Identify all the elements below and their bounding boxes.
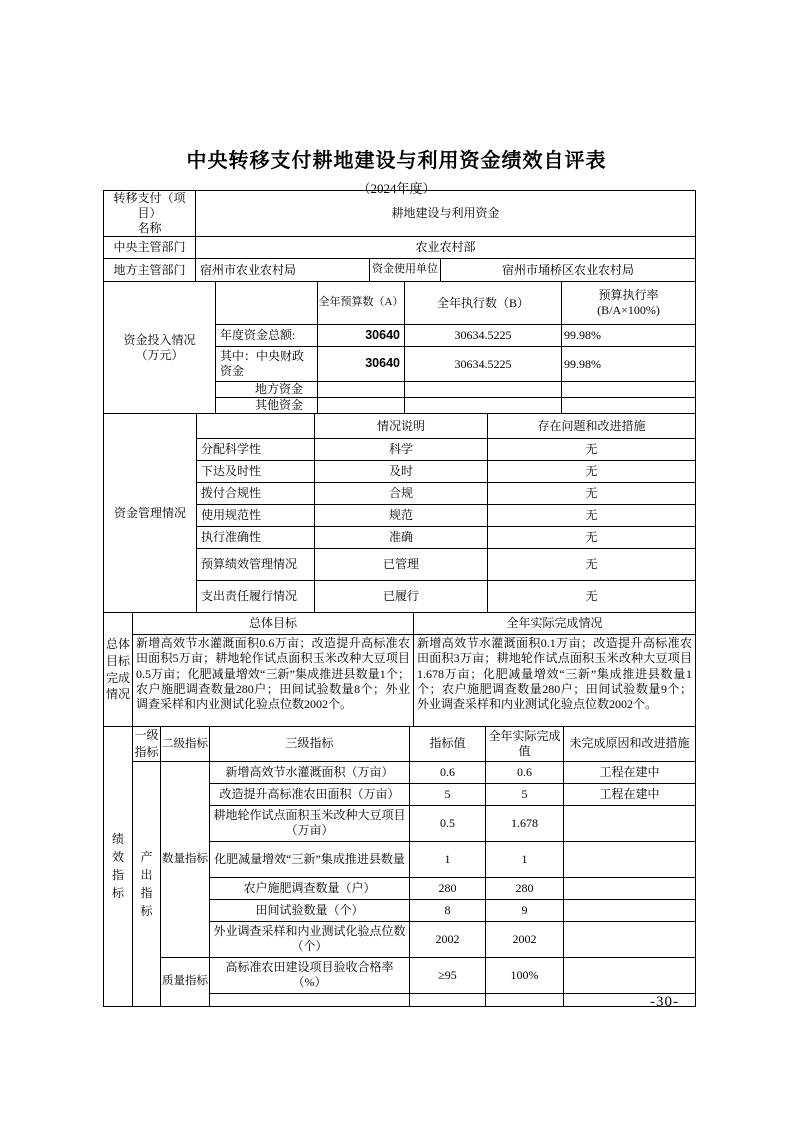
indicator-name	[210, 993, 410, 1006]
management-desc-value: 科学	[315, 439, 488, 461]
indicator-reason	[564, 877, 696, 899]
indicator-target: 2002	[410, 921, 486, 957]
management-desc-value: 合规	[315, 483, 488, 505]
indicator-actual: 280	[486, 877, 564, 899]
col-header-rate: 预算执行率 (B/A×100%)	[562, 282, 696, 325]
indicator-actual: 9	[486, 899, 564, 921]
col-header-goal: 总体目标	[133, 613, 414, 635]
goal-text: 新增高效节水灌溉面积0.6万亩；改造提升高标准农田面积5万亩；耕地轮作试点面积玉米改种大豆项目0.5万亩；化肥减量增效“三新”集成推进县数量1个；农户施肥调查数量280户；田间试验数量8个；外业调查采样和内业测试化验点位数2002个。	[133, 635, 414, 727]
col-header-level3: 三级指标	[210, 727, 410, 762]
indicator-actual: 1	[486, 841, 564, 877]
funding-header-row	[104, 282, 696, 325]
management-desc-value: 已管理	[315, 549, 488, 581]
management-issue-value: 无	[488, 505, 696, 527]
management-desc-value: 规范	[315, 505, 488, 527]
funding-table	[103, 281, 696, 414]
col-header-level2: 二级指标	[161, 727, 210, 762]
management-header-row	[104, 414, 696, 439]
funding-rate-value	[562, 382, 696, 398]
funding-budget-value: 30640	[318, 347, 405, 382]
indicator-name: 农户施肥调查数量（户）	[210, 877, 410, 899]
indicator-reason: 工程在建中	[564, 783, 696, 805]
funding-row-label: 其他资金	[216, 398, 318, 414]
goal-section-label: 总体目标完成情况	[104, 613, 133, 727]
transfer-project-name-value: 耕地建设与利用资金	[196, 191, 696, 237]
col-header-budget: 全年预算数（A）	[318, 282, 405, 325]
management-row-label: 拨付合规性	[197, 483, 315, 505]
indicator-target: 1	[410, 841, 486, 877]
central-dept-label: 中央主管部门	[104, 237, 196, 259]
indicator-reason	[564, 841, 696, 877]
page-title: 中央转移支付耕地建设与利用资金绩效自评表	[186, 150, 607, 172]
fund-user-value: 宿州市埇桥区农业农村局	[441, 259, 696, 282]
indicator-reason	[564, 805, 696, 841]
funding-exec-value: 30634.5225	[405, 325, 562, 347]
management-issue-value: 无	[488, 461, 696, 483]
local-dept-value: 宿州市农业农村局	[196, 259, 370, 282]
funding-exec-value	[405, 398, 562, 414]
level1-group-label: 产出指标	[133, 761, 161, 1006]
page-subtitle: （2024年度）	[357, 181, 436, 196]
goal-table	[103, 612, 696, 727]
funding-row-label: 其中：中央财政资金	[216, 347, 318, 382]
indicators-section-label: 绩效指标	[104, 727, 133, 1007]
goal-actual-text: 新增高效节水灌溉面积0.1万亩；改造提升高标准农田面积3万亩；耕地轮作试点面积玉米改种大豆项目1.678万亩；化肥减量增效“三新”集成推进县数量1个；农户施肥调查数量280户；田间试验数量9个；外业调查采样和内业测试化验点位数2002个。	[414, 635, 696, 727]
indicator-name: 新增高效节水灌溉面积（万亩）	[210, 761, 410, 783]
indicator-name: 高标准农田建设项目验收合格率（%）	[210, 957, 410, 993]
indicator-target: 0.5	[410, 805, 486, 841]
indicators-table	[103, 726, 696, 1007]
indicator-name: 耕地轮作试点面积玉米改种大豆项目（万亩）	[210, 805, 410, 841]
indicators-header-row	[104, 727, 696, 762]
goal-body-row	[104, 635, 696, 727]
management-issue-value: 无	[488, 439, 696, 461]
central-dept-value: 农业农村部	[196, 237, 696, 259]
evaluation-table	[103, 190, 695, 1007]
indicator-actual: 2002	[486, 921, 564, 957]
col-header-actual: 全年实际完成情况	[414, 613, 696, 635]
funding-budget-value: 30640	[318, 325, 405, 347]
col-header-level1: 一级指标	[133, 727, 161, 762]
funding-rate-value	[562, 398, 696, 414]
funding-exec-value	[405, 382, 562, 398]
indicator-actual: 1.678	[486, 805, 564, 841]
management-desc-value: 准确	[315, 527, 488, 549]
goal-header-row	[104, 613, 696, 635]
indicator-name: 田间试验数量（个）	[210, 899, 410, 921]
management-row-label: 预算绩效管理情况	[197, 549, 315, 581]
indicator-reason: 工程在建中	[564, 761, 696, 783]
col-header-desc: 情况说明	[315, 414, 488, 439]
fund-user-label: 资金使用单位	[370, 259, 441, 282]
management-table	[103, 413, 696, 613]
management-desc-value: 及时	[315, 461, 488, 483]
management-row-label: 支出责任履行情况	[197, 581, 315, 613]
funding-empty-header	[216, 282, 318, 325]
indicator-reason	[564, 899, 696, 921]
level2-group-quantity: 数量指标	[161, 761, 210, 957]
indicator-reason	[564, 957, 696, 993]
local-dept-label: 地方主管部门	[104, 259, 196, 282]
basic-info-table	[103, 190, 696, 282]
col-header-actual-value: 全年实际完成值	[486, 727, 564, 762]
indicator-target: 8	[410, 899, 486, 921]
management-row-label: 执行准确性	[197, 527, 315, 549]
page-number: -30-	[650, 994, 679, 1010]
management-issue-value: 无	[488, 483, 696, 505]
level2-group-quality: 质量指标	[161, 957, 210, 1006]
management-row-label: 下达及时性	[197, 461, 315, 483]
management-row-label: 分配科学性	[197, 439, 315, 461]
management-issue-value: 无	[488, 581, 696, 613]
funding-section-label: 资金投入情况 （万元）	[104, 282, 216, 414]
indicator-target: 280	[410, 877, 486, 899]
management-desc-value: 已履行	[315, 581, 488, 613]
management-issue-value: 无	[488, 549, 696, 581]
transfer-project-name-label: 转移支付（项目） 名称	[104, 191, 196, 237]
col-header-exec: 全年执行数（B）	[405, 282, 562, 325]
indicator-row	[104, 761, 696, 783]
funding-budget-value	[318, 398, 405, 414]
management-issue-value: 无	[488, 527, 696, 549]
management-section-label: 资金管理情况	[104, 414, 197, 613]
indicator-row	[104, 957, 696, 993]
funding-exec-value: 30634.5225	[405, 347, 562, 382]
indicator-actual: 0.6	[486, 761, 564, 783]
indicator-actual: 5	[486, 783, 564, 805]
funding-rate-value: 99.98%	[562, 325, 696, 347]
table-row	[104, 191, 696, 237]
col-header-target: 指标值	[410, 727, 486, 762]
funding-budget-value	[318, 382, 405, 398]
indicator-reason	[564, 921, 696, 957]
funding-row-label: 年度资金总额:	[216, 325, 318, 347]
management-row-label: 使用规范性	[197, 505, 315, 527]
indicator-actual	[486, 993, 564, 1006]
funding-rate-value: 99.98%	[562, 347, 696, 382]
indicator-target	[410, 993, 486, 1006]
indicator-target: 0.6	[410, 761, 486, 783]
indicator-name: 化肥减量增效“三新”集成推进县数量	[210, 841, 410, 877]
table-row	[104, 237, 696, 259]
table-row	[104, 259, 696, 282]
indicator-name: 外业调查采样和内业测试化验点位数（个）	[210, 921, 410, 957]
col-header-reason: 未完成原因和改进措施	[564, 727, 696, 762]
indicator-target: 5	[410, 783, 486, 805]
col-header-issue: 存在问题和改进措施	[488, 414, 696, 439]
indicator-actual: 100%	[486, 957, 564, 993]
indicator-name: 改造提升高标准农田面积（万亩）	[210, 783, 410, 805]
management-empty-header	[197, 414, 315, 439]
funding-row-label: 地方资金	[216, 382, 318, 398]
indicator-target: ≥95	[410, 957, 486, 993]
